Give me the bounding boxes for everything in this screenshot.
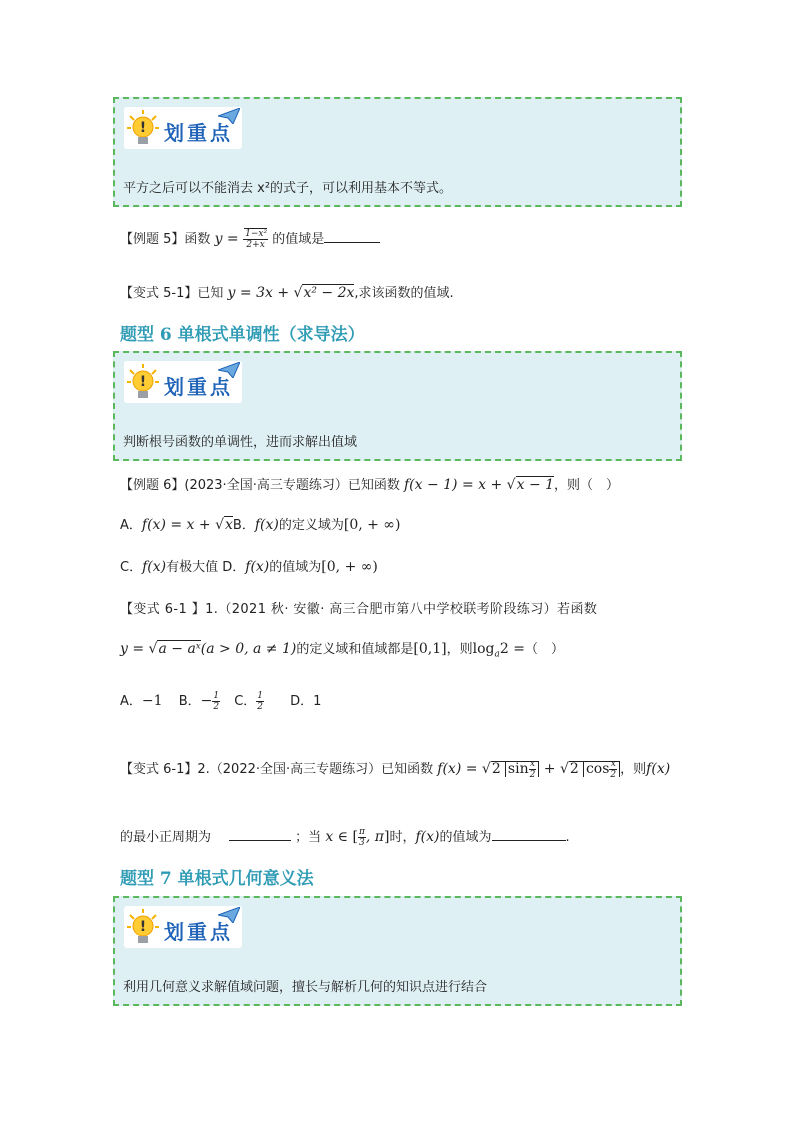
paper-plane-icon — [218, 362, 240, 378]
variant-6-1-2-line-2: 的最小正周期为 ；当 x ∈ [ $\frac{\pi}{3}$ , π]时，f(x)的值域为 . — [120, 827, 570, 848]
variant-6-1-1-line-2: y = √a − aˣ(a > 0, a ≠ 1)的定义域和值域都是[0,1]，则$\log_a2$ =（ ） — [120, 641, 564, 660]
paper-plane-icon — [218, 108, 240, 124]
variant-6-1-2: 【变式 6-1】2.（2022·全国·高三专题练习）已知函数 f(x) = √2 sin $\frac{x}{2}$ + √2 cos $\frac{x}{2}$ ，则f(x) — [120, 759, 671, 780]
key-point-badge — [124, 107, 242, 149]
key-point-note: 平方之后可以不能消去 x²的式子，可以利用基本不等式。 — [123, 181, 453, 196]
answer-blank — [492, 828, 566, 841]
key-point-note: 判断根号函数的单调性，进而求解出值域 — [123, 435, 358, 450]
example-6-options-cd: C．f(x)有极大值 D．f(x)的值域为[0, + ∞) — [120, 559, 378, 575]
svg-text:!: ! — [139, 919, 147, 935]
paper-plane-icon — [218, 907, 240, 923]
section-heading-7: 题型 7 单根式几何意义法 — [120, 869, 314, 889]
example-6: 【例题 6】(2023·全国·高三专题练习）已知函数 f(x − 1) = x + √x − 1，则（ ） — [120, 477, 620, 493]
key-point-box-1 — [113, 97, 682, 207]
svg-text:!: ! — [139, 374, 147, 390]
key-point-box-2 — [113, 351, 682, 461]
variant-5-1: 【变式 5-1】已知 y = 3x + √x² − 2x,求该函数的值域. — [120, 285, 454, 301]
key-point-badge — [124, 906, 242, 948]
example-6-options-ab: A．f(x) = x + √xB．f(x)的定义域为[0, + ∞) — [120, 517, 401, 533]
answer-blank — [229, 828, 291, 841]
lightbulb-icon — [126, 364, 160, 402]
badge-label: 划重点 — [164, 375, 233, 399]
answer-blank — [324, 230, 380, 243]
svg-text:!: ! — [139, 120, 147, 136]
badge-label: 划重点 — [164, 121, 233, 145]
lightbulb-icon — [126, 110, 160, 148]
section-heading-6: 题型 6 单根式单调性（求导法） — [120, 325, 365, 345]
example-5: 【例题 5】函数 y = $\frac{\text{1−x²}}{2+x}$ 的值域是 — [120, 228, 380, 250]
variant-6-1-1: 【变式 6-1 】1.（2021 秋· 安徽· 高三合肥市第八中学校联考阶段练习）若函数 — [120, 602, 598, 617]
lightbulb-icon — [126, 909, 160, 947]
key-point-note: 利用几何意义求解值域问题，擅长与解析几何的知识点进行结合 — [123, 980, 488, 995]
variant-6-1-1-options: A．−1 B．− $\frac{1}{2}$ C． $\frac{1}{2}$ D．1 — [120, 691, 322, 712]
badge-label: 划重点 — [164, 920, 233, 944]
fraction: $\frac{\text{1−x²}}{2+x}$ — [245, 229, 268, 250]
key-point-badge — [124, 361, 242, 403]
key-point-box-3 — [113, 896, 682, 1006]
